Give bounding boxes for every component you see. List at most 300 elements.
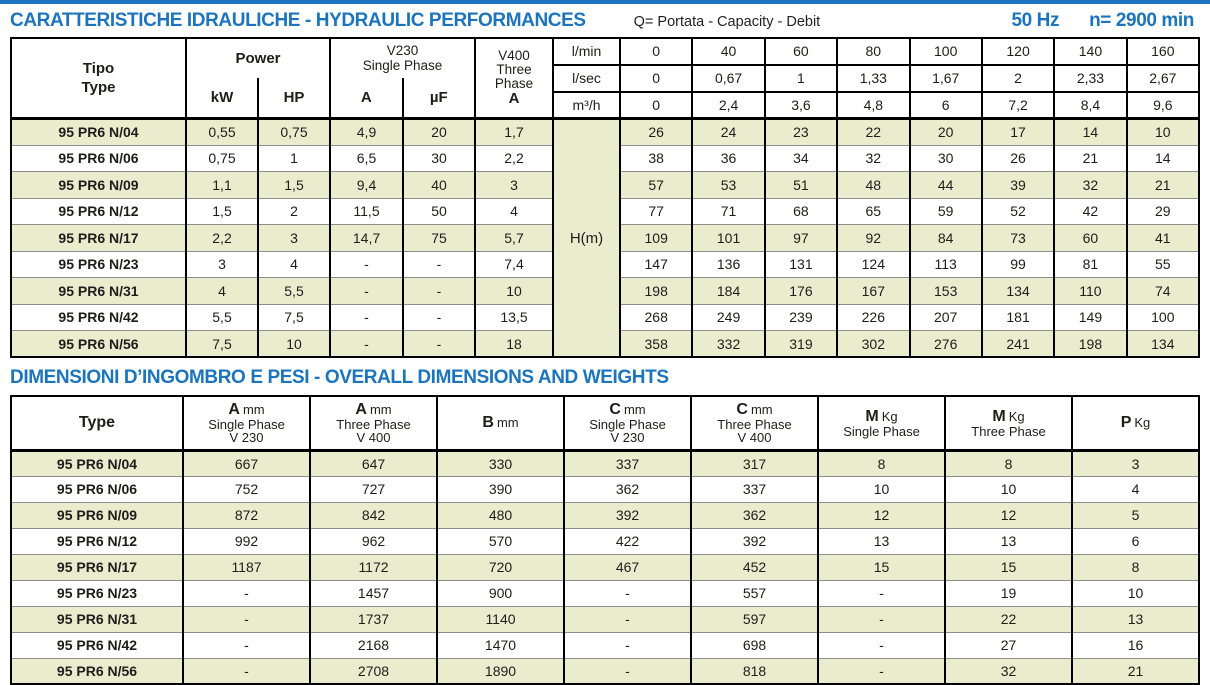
hydraulic-row [11,119,1199,146]
dim-value-cell: 32 [945,658,1072,684]
dim-header-line [567,401,688,418]
dim-value-cell: 12 [945,502,1072,528]
head-value-cell: 21 [1127,172,1199,199]
dim-value-cell: 557 [691,580,818,606]
dim-value-cell: 1737 [310,606,437,632]
flow-value-cell: 0 [620,38,692,65]
dim-header-line [186,401,307,418]
dimensions-row [11,450,1199,476]
flow-value-cell: 9,6 [1127,92,1199,119]
head-value-cell: 53 [692,172,764,199]
kw-value-cell: 2,2 [186,225,258,252]
dim-value-cell: 720 [437,554,564,580]
head-value-cell: 176 [765,278,837,305]
dim-value-cell: 467 [564,554,691,580]
head-value-cell: 276 [910,331,982,358]
dim-value-cell: 16 [1072,632,1199,658]
hp-value-cell: 7,5 [258,304,330,331]
dim-value-cell: 727 [310,476,437,502]
dim-value-cell: 570 [437,528,564,554]
dim-value-cell: - [183,658,310,684]
dimensions-table-body [11,450,1199,684]
flow-value-cell: 2,4 [692,92,764,119]
dim-value-cell: - [818,606,945,632]
head-value-cell: 59 [910,198,982,225]
uf-value-cell: - [403,331,475,358]
dim-header-sub: V 230 [610,430,645,446]
head-value-cell: 57 [620,172,692,199]
dim-value-cell: 392 [564,502,691,528]
dim-value-cell: 13 [945,528,1072,554]
flow-value-cell: 3,6 [765,92,837,119]
a-value-cell: 14,7 [330,225,403,252]
head-value-cell: 55 [1127,251,1199,278]
dim-header-line [948,408,1069,425]
catalog-page [0,4,1210,685]
dim-col-header [1072,396,1199,450]
head-value-cell: 52 [982,198,1054,225]
head-value-cell: 24 [692,119,764,146]
dim-value-cell: - [818,580,945,606]
dim-header-line [1075,414,1196,431]
head-value-cell: 77 [620,198,692,225]
pump-type-cell: 95 PR6 N/12 [11,528,183,554]
dim-value-cell: 900 [437,580,564,606]
head-value-cell: 39 [982,172,1054,199]
hydraulic-header-bar [10,4,1200,37]
flow-value-cell: 4,8 [837,92,909,119]
dim-col-header [183,396,310,450]
flow-value-cell: 1 [765,65,837,92]
dim-value-cell: 1470 [437,632,564,658]
hydraulic-table-head [11,38,1199,119]
power-subheaders [187,78,329,117]
hydraulic-table-body [11,119,1199,358]
head-value-cell: 101 [692,225,764,252]
col-header-v400 [475,38,553,119]
uf-value-cell: - [403,304,475,331]
pump-type-cell: 95 PR6 N/23 [11,251,186,278]
pump-type-cell: 95 PR6 N/06 [11,145,186,172]
a400-value-cell: 18 [475,331,553,358]
dimensions-title: DIMENSIONI D’INGOMBRO E PESI - OVERALL DIMENSIONS AND WEIGHTS [10,367,669,388]
dim-header-sub: V 400 [356,430,391,446]
rotation-speed-label: n= 2900 min [1089,10,1194,31]
flow-legend-note: Q= Portata - Capacity - Debit [633,14,821,30]
flow-unit-lsec: l/sec [553,65,620,92]
dim-col-header [437,396,564,450]
flow-value-cell: 7,2 [982,92,1054,119]
dim-col-header [11,396,183,450]
dim-value-cell: 392 [691,528,818,554]
dim-value-cell: 22 [945,606,1072,632]
head-value-cell: 42 [1054,198,1126,225]
head-value-cell: 41 [1127,225,1199,252]
dim-value-cell: 10 [945,476,1072,502]
flow-unit-lmin: l/min [553,38,620,65]
dimensions-row [11,554,1199,580]
head-value-cell: 51 [765,172,837,199]
kw-value-cell: 5,5 [186,304,258,331]
dim-value-cell: 992 [183,528,310,554]
dim-header-line [14,414,180,431]
kw-label: kW [210,89,234,106]
dim-value-cell: 2168 [310,632,437,658]
power-group-label: Power [235,50,281,67]
head-value-cell: 241 [982,331,1054,358]
dim-value-cell: 452 [691,554,818,580]
dim-value-cell: 752 [183,476,310,502]
hp-value-cell: 0,75 [258,119,330,146]
head-value-cell: 167 [837,278,909,305]
dim-value-cell: 1187 [183,554,310,580]
ampere-label: A [360,89,372,106]
dimensions-row [11,580,1199,606]
dimensions-table-head [11,396,1199,450]
dim-value-cell: 8 [1072,554,1199,580]
dim-header-sub: Single Phase [589,416,666,432]
dim-header-unit: Kg [1008,408,1025,424]
head-unit-cell: H(m) [553,119,620,358]
a-value-cell: - [330,304,403,331]
dim-header-sub: Single Phase [843,423,920,439]
a400-value-cell: 13,5 [475,304,553,331]
dim-header-letter: M [992,407,1006,425]
dim-col-header [945,396,1072,450]
microfarad-label: µF [402,78,475,117]
dim-header-line [821,408,942,425]
head-value-cell: 319 [765,331,837,358]
dim-header-unit: Kg [1134,415,1151,431]
flow-value-cell: 6 [910,92,982,119]
v400-line2: Three [496,62,532,77]
v400-line1: V400 [498,48,530,63]
head-value-cell: 20 [910,119,982,146]
dim-value-cell: 27 [945,632,1072,658]
head-value-cell: 198 [620,278,692,305]
dimensions-header-row [11,396,1199,450]
dim-value-cell: 842 [310,502,437,528]
uf-value-cell: - [403,251,475,278]
type-label-it: Tipo [82,60,115,77]
dimensions-row [11,632,1199,658]
head-value-cell: 60 [1054,225,1126,252]
head-value-cell: 124 [837,251,909,278]
dimensions-row [11,606,1199,632]
dim-value-cell: 10 [818,476,945,502]
a-value-cell: 9,4 [330,172,403,199]
dim-value-cell: - [818,658,945,684]
a-value-cell: - [330,251,403,278]
dim-value-cell: 12 [818,502,945,528]
dim-value-cell: 667 [183,450,310,476]
dim-header-line [313,401,434,418]
col-header-v230 [330,38,475,119]
head-value-cell: 14 [1054,119,1126,146]
uf-value-cell: - [403,278,475,305]
a400-value-cell: 4 [475,198,553,225]
head-value-cell: 207 [910,304,982,331]
dim-header-letter: A [355,400,367,418]
dim-header-unit: mm [369,401,392,417]
dim-header-letter: C [736,400,748,418]
v400-ampere-label: A [508,90,520,107]
dim-value-cell: 647 [310,450,437,476]
dimensions-row [11,528,1199,554]
flow-value-cell: 0,67 [692,65,764,92]
a-value-cell: 11,5 [330,198,403,225]
dim-value-cell: 597 [691,606,818,632]
head-value-cell: 131 [765,251,837,278]
a400-value-cell: 10 [475,278,553,305]
a-value-cell: 6,5 [330,145,403,172]
pump-type-cell: 95 PR6 N/31 [11,606,183,632]
head-value-cell: 30 [910,145,982,172]
head-value-cell: 48 [837,172,909,199]
kw-value-cell: 4 [186,278,258,305]
dim-value-cell: 1140 [437,606,564,632]
head-value-cell: 302 [837,331,909,358]
flow-value-cell: 0 [620,65,692,92]
head-value-cell: 65 [837,198,909,225]
flow-row-lmin [11,38,1199,65]
flow-value-cell: 2,67 [1127,65,1199,92]
hp-value-cell: 1,5 [258,172,330,199]
uf-value-cell: 30 [403,145,475,172]
dim-value-cell: 330 [437,450,564,476]
head-value-cell: 181 [982,304,1054,331]
pump-type-cell: 95 PR6 N/12 [11,198,186,225]
dim-header-sub: V 400 [737,430,772,446]
dim-value-cell: 390 [437,476,564,502]
dim-value-cell: - [564,658,691,684]
v230-group-label [331,39,474,78]
v230-line2: Single Phase [362,57,443,73]
frequency-label: 50 Hz [1011,10,1060,31]
hp-label: HP [257,78,329,117]
dimensions-header-bar [10,358,1200,395]
pump-type-cell: 95 PR6 N/42 [11,304,186,331]
uf-value-cell: 50 [403,198,475,225]
head-value-cell: 92 [837,225,909,252]
dim-col-header [691,396,818,450]
head-value-cell: 100 [1127,304,1199,331]
head-value-cell: 147 [620,251,692,278]
head-value-cell: 149 [1054,304,1126,331]
head-value-cell: 134 [982,278,1054,305]
head-value-cell: 99 [982,251,1054,278]
head-value-cell: 109 [620,225,692,252]
dim-header-sub: Three Phase [971,423,1046,439]
head-value-cell: 14 [1127,145,1199,172]
dim-header-unit: mm [242,401,265,417]
dim-value-cell: 362 [564,476,691,502]
uf-value-cell: 20 [403,119,475,146]
dim-value-cell: 337 [564,450,691,476]
dim-value-cell: 3 [1072,450,1199,476]
dim-header-sub: Three Phase [336,416,411,432]
dim-header-unit: mm [496,415,519,431]
head-value-cell: 184 [692,278,764,305]
flow-value-cell: 8,4 [1054,92,1126,119]
dim-value-cell: 5 [1072,502,1199,528]
head-value-cell: 68 [765,198,837,225]
uf-value-cell: 40 [403,172,475,199]
head-value-cell: 226 [837,304,909,331]
dim-value-cell: 818 [691,658,818,684]
dim-value-cell: 1890 [437,658,564,684]
dim-value-cell: 422 [564,528,691,554]
head-value-cell: 239 [765,304,837,331]
dim-header-sub: V 230 [229,430,264,446]
head-value-cell: 21 [1054,145,1126,172]
kw-value-cell: 0,55 [186,119,258,146]
head-value-cell: 110 [1054,278,1126,305]
flow-value-cell: 100 [910,38,982,65]
dimensions-weights-table [10,395,1200,685]
head-value-cell: 32 [1054,172,1126,199]
dim-value-cell: - [183,606,310,632]
head-value-cell: 249 [692,304,764,331]
dim-value-cell: 21 [1072,658,1199,684]
kw-value-cell: 7,5 [186,331,258,358]
pump-type-cell: 95 PR6 N/09 [11,502,183,528]
dim-value-cell: 362 [691,502,818,528]
a400-value-cell: 5,7 [475,225,553,252]
dim-value-cell: 1172 [310,554,437,580]
head-value-cell: 136 [692,251,764,278]
flow-value-cell: 80 [837,38,909,65]
a400-value-cell: 2,2 [475,145,553,172]
head-value-cell: 22 [837,119,909,146]
hp-value-cell: 4 [258,251,330,278]
v230-subheaders [331,78,474,117]
hp-value-cell: 10 [258,331,330,358]
dim-header-sub: Single Phase [208,416,285,432]
type-label-en: Type [81,79,116,96]
head-value-cell: 113 [910,251,982,278]
head-value-cell: 38 [620,145,692,172]
dimensions-row [11,502,1199,528]
head-value-cell: 34 [765,145,837,172]
dim-col-header [564,396,691,450]
a-value-cell: - [330,331,403,358]
dim-header-letter: Type [78,414,116,432]
a400-value-cell: 1,7 [475,119,553,146]
dim-col-header [818,396,945,450]
dim-value-cell: - [564,632,691,658]
dim-header-letter: P [1120,414,1132,432]
flow-value-cell: 1,67 [910,65,982,92]
dim-header-letter: B [482,414,494,432]
dim-value-cell: 480 [437,502,564,528]
pump-type-cell: 95 PR6 N/04 [11,119,186,146]
head-value-cell: 23 [765,119,837,146]
dim-value-cell: 1457 [310,580,437,606]
a400-value-cell: 3 [475,172,553,199]
hydraulic-performances-table [10,37,1200,358]
pump-type-cell: 95 PR6 N/56 [11,658,183,684]
dim-value-cell: 10 [1072,580,1199,606]
pump-type-cell: 95 PR6 N/17 [11,225,186,252]
a-value-cell: - [330,278,403,305]
head-value-cell: 36 [692,145,764,172]
v230-line1: V230 [386,43,419,58]
flow-value-cell: 1,33 [837,65,909,92]
head-value-cell: 153 [910,278,982,305]
head-value-cell: 198 [1054,331,1126,358]
dim-value-cell: - [183,580,310,606]
a400-value-cell: 7,4 [475,251,553,278]
dim-header-letter: M [865,407,879,425]
dim-header-sub: Three Phase [717,416,792,432]
dim-header-line [694,401,815,418]
dim-value-cell: - [564,580,691,606]
pump-type-cell: 95 PR6 N/17 [11,554,183,580]
hp-value-cell: 1 [258,145,330,172]
dim-header-unit: Kg [881,408,898,424]
uf-value-cell: 75 [403,225,475,252]
kw-value-cell: 1,1 [186,172,258,199]
dim-header-unit: mm [623,401,646,417]
pump-type-cell: 95 PR6 N/42 [11,632,183,658]
head-value-cell: 71 [692,198,764,225]
v400-line3: Phase [494,76,534,91]
pump-type-cell: 95 PR6 N/23 [11,580,183,606]
flow-value-cell: 0 [620,92,692,119]
col-header-power [186,38,330,119]
head-value-cell: 74 [1127,278,1199,305]
dim-header-unit: mm [750,401,773,417]
flow-value-cell: 60 [765,38,837,65]
dimensions-row [11,476,1199,502]
flow-value-cell: 2,33 [1054,65,1126,92]
flow-value-cell: 40 [692,38,764,65]
dim-value-cell: 2708 [310,658,437,684]
dim-header-letter: A [228,400,240,418]
flow-value-cell: 2 [982,65,1054,92]
head-value-cell: 73 [982,225,1054,252]
kw-value-cell: 0,75 [186,145,258,172]
head-value-cell: 268 [620,304,692,331]
dim-value-cell: 13 [1072,606,1199,632]
dim-value-cell: 6 [1072,528,1199,554]
head-value-cell: 29 [1127,198,1199,225]
pump-type-cell: 95 PR6 N/06 [11,476,183,502]
flow-value-cell: 120 [982,38,1054,65]
dim-value-cell: 15 [945,554,1072,580]
dim-value-cell: 698 [691,632,818,658]
dim-header-letter: C [609,400,621,418]
dim-value-cell: 15 [818,554,945,580]
hydraulic-title: CARATTERISTICHE IDRAULICHE - HYDRAULIC PERFORMANCES [10,10,586,31]
flow-value-cell: 140 [1054,38,1126,65]
dim-value-cell: - [183,632,310,658]
dim-value-cell: 317 [691,450,818,476]
pump-type-cell: 95 PR6 N/09 [11,172,186,199]
dimensions-row [11,658,1199,684]
head-value-cell: 32 [837,145,909,172]
kw-value-cell: 3 [186,251,258,278]
head-value-cell: 17 [982,119,1054,146]
head-value-cell: 97 [765,225,837,252]
pump-type-cell: 95 PR6 N/31 [11,278,186,305]
a-value-cell: 4,9 [330,119,403,146]
dim-value-cell: 8 [945,450,1072,476]
dim-value-cell: 13 [818,528,945,554]
dim-value-cell: 872 [183,502,310,528]
col-header-type [11,38,186,119]
